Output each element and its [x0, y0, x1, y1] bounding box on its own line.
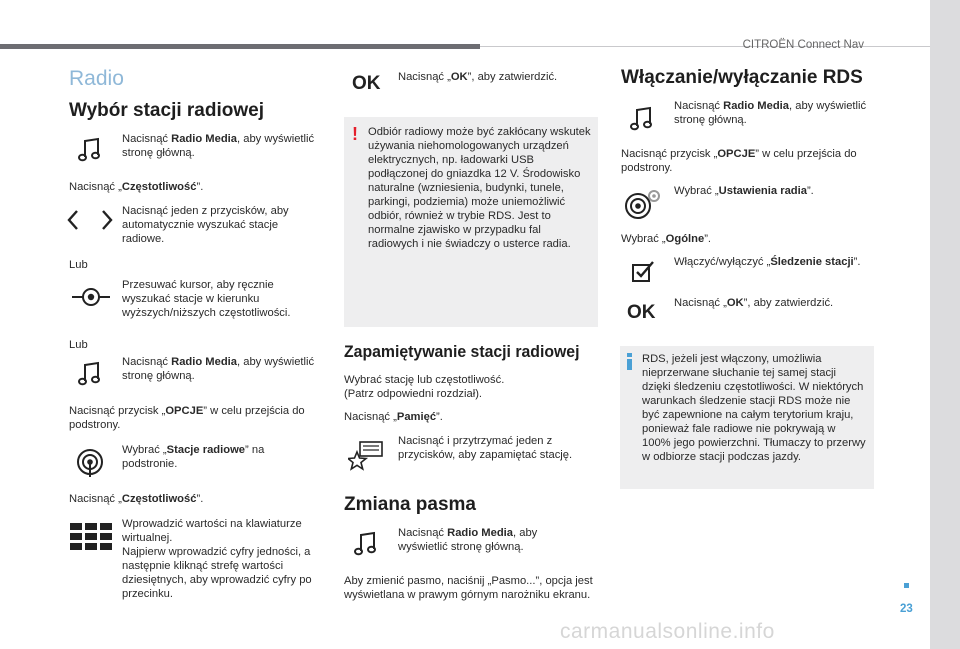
- music-note-icon: [628, 105, 656, 133]
- music-note-icon: [76, 360, 104, 388]
- warning-icon: !: [352, 124, 358, 144]
- rds-radio-settings: Wybrać „Ustawienia radia”.: [674, 185, 814, 197]
- band-change-text: Aby zmienić pasmo, naciśnij „Pasmo...”, opcja jest wyświetlana w prawym górnym narożniku ekranu.: [344, 575, 593, 601]
- info-icon: [627, 353, 632, 370]
- step-radio-media: Nacisnąć Radio Media, aby wyświetlić stronę główną.: [122, 356, 315, 382]
- brand-header: CITROËN Connect Nav: [742, 39, 864, 51]
- music-note-icon: [76, 136, 104, 164]
- memorize-hold: Nacisnąć i przytrzymać jeden z przycisków, aby zapamiętać stację.: [398, 435, 573, 461]
- top-rule: [0, 44, 480, 49]
- page-marker: [904, 583, 909, 588]
- or-label: Lub: [69, 339, 88, 351]
- seek-arrows-icon: [66, 207, 114, 233]
- watermark: carmanualsonline.info: [560, 620, 775, 643]
- ok-icon: OK: [627, 302, 656, 323]
- rds-confirm: Nacisnąć „OK”, aby zatwierdzić.: [674, 297, 834, 309]
- step-virtual-keyboard: Wprowadzić wartości na klawiaturze wirtualnej. Najpierw wprowadzić cyfry jedności, a następnie kliknąć strefę wartości dziesiętnych, aby wprowadzić cyfry po przecinku.: [122, 518, 312, 600]
- step-auto-seek: Nacisnąć jeden z przycisków, aby automatycznie wyszukać stacje radiowe.: [122, 205, 289, 245]
- section-title: Radio: [69, 67, 124, 90]
- heading-band: Zmiana pasma: [344, 494, 476, 515]
- step-frequency: Nacisnąć „Częstotliwość”.: [69, 181, 204, 193]
- step-radio-stations: Wybrać „Stacje radiowe” na podstronie.: [122, 444, 265, 470]
- ok-icon: OK: [352, 73, 381, 94]
- band-radio-media: Nacisnąć Radio Media, aby wyświetlić stronę główną.: [398, 527, 538, 553]
- rds-station-tracking: Włączyć/wyłączyć „Śledzenie stacji”.: [674, 256, 861, 268]
- rds-general: Wybrać „Ogólne”.: [621, 233, 712, 245]
- memorize-press: Nacisnąć „Pamięć”.: [344, 411, 443, 423]
- rds-options: Nacisnąć przycisk „OPCJE” w celu przejścia do podstrony.: [621, 148, 857, 174]
- page-number: 23: [900, 603, 913, 615]
- or-label: Lub: [69, 259, 88, 271]
- tuning-cursor-icon: [72, 284, 110, 310]
- step-manual-seek: Przesuwać kursor, aby ręcznie wyszukać stacje w kierunku wyższych/niższych częstotliwości.: [122, 279, 291, 319]
- heading-station-select: Wybór stacji radiowej: [69, 100, 264, 121]
- rds-radio-media: Nacisnąć Radio Media, aby wyświetlić stronę główną.: [674, 100, 867, 126]
- radio-settings-icon: [624, 188, 662, 222]
- step-frequency: Nacisnąć „Częstotliwość”.: [69, 493, 204, 505]
- memorize-select: Wybrać stację lub częstotliwość. (Patrz odpowiedni rozdział).: [344, 374, 505, 400]
- step-radio-media: Nacisnąć Radio Media, aby wyświetlić stronę główną.: [122, 133, 315, 159]
- checkbox-icon: [630, 258, 656, 284]
- warning-text: Odbiór radiowy może być zakłócany wskutek używania niehomologowanych urządzeń elektrycznych, np. ładowarki USB podłączonej do gniazdka 12 V. Środowisko naturalne (wzniesienia, budynki, tunele, parkingi, podziemia) może uniemożliwić odbiór, również w trybie RDS. Jest to normalne zjawisko w przypadku fal radiowych i nie świadczy o usterce radia.: [368, 126, 591, 250]
- radio-station-icon: [74, 446, 106, 478]
- step-options: Nacisnąć przycisk „OPCJE” w celu przejścia do podstrony.: [69, 405, 305, 431]
- info-text: RDS, jeżeli jest włączony, umożliwia nieprzerwane słuchanie tej samej stacji dzięki śledzeniu częstotliwości. W niektórych warunkach śledzenie stacji RDS może nie być zapewnione na całym terytorium kraju, ponieważ fale radiowe nie pokrywają w 100% jego powierzchni. Tłumaczy to przerwy w odbiorze stacji podczas jazdy.: [642, 353, 866, 463]
- music-note-icon: [352, 530, 380, 558]
- heading-memorize: Zapamiętywanie stacji radiowej: [344, 342, 580, 361]
- page-edge-strip: [930, 0, 960, 649]
- heading-rds: Włączanie/wyłączanie RDS: [621, 67, 863, 88]
- step-confirm: Nacisnąć „OK”, aby zatwierdzić.: [398, 71, 558, 83]
- memory-star-icon: [348, 440, 384, 472]
- keypad-icon: [70, 522, 112, 552]
